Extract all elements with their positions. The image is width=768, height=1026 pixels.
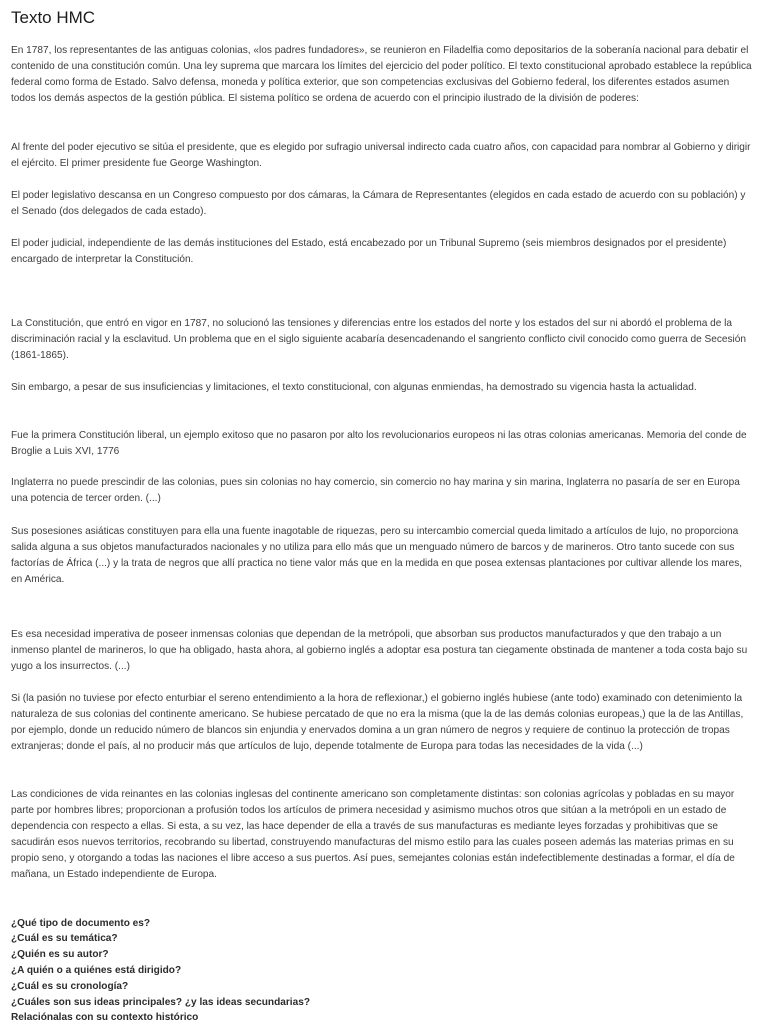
question-5: ¿Cuál es su cronología? xyxy=(11,981,129,992)
question-4: ¿A quién o a quiénes está dirigido? xyxy=(11,965,182,976)
question-3: ¿Quién es su autor? xyxy=(11,949,109,960)
question-1: ¿Qué tipo de documento es? xyxy=(11,918,151,929)
paragraph-1: En 1787, los representantes de las antiguas colonias, «los padres fundadores», se reunieron en Filadelfia como depositarios de la soberanía nacional para debatir el contenido de una constitución común. Una ley suprema que marcara los límites del ejercicio del poder político. El texto constitucional aprobado establece la república federal como forma de Estado. Salvo defensa, moneda y política exterior, que son competencias exclusivas del Gobierno federal, los diferentes estados asumen todos los demás aspectos de la gestión pública. El sistema político se ordena de acuerdo con el principio ilustrado de la división de poderes: xyxy=(11,45,752,104)
paragraph-10: Es esa necesidad imperativa de poseer inmensas colonias que dependan de la metrópoli, que absorban sus productos manufacturados y que den trabajo a un inmenso plantel de marineros, lo que ha obligado, hasta ahora, al gobierno inglés a adoptar esa postura tan ciegamente obstinada de mantener a toda costa bajo su yugo a los insurrectos. (...) xyxy=(11,629,748,672)
question-6: ¿Cuáles son sus ideas principales? ¿y las ideas secundarias? xyxy=(11,997,311,1008)
paragraph-7: Fue la primera Constitución liberal, un ejemplo exitoso que no pasaron por alto los revolucionarios europeos ni las otras colonias americanas. Memoria del conde de Broglie a Luis XVI, 1776 xyxy=(11,430,747,457)
paragraph-11: Si (la pasión no tuviese por efecto enturbiar el sereno entendimiento a la hora de reflexionar,) el gobierno inglés hubiese (ante todo) examinado con detenimiento la naturaleza de sus colonias del continente americano. Se hubiese percatado de que no era la misma (que la de las demás colonias europeas,) que la de las Antillas, por ejemplo, donde un reducido número de blancos sin enjundia y enervados domina a un gran número de negros y requiere de continuo la protección de tropas extranjeras; donde el país, al no producir más que artículos de lujo, depende totalmente de Europa para todas las necesidades de la vida (...) xyxy=(11,693,744,752)
paragraph-5: La Constitución, que entró en vigor en 1787, no solucionó las tensiones y diferencias entre los estados del norte y los estados del sur ni abordó el problema de la discriminación racial y la esclavitud. Un problema que en el siglo siguiente acabaría desencadenando el sangriento conflicto civil conocido como guerra de Secesión (1861-1865). xyxy=(11,318,747,361)
question-2: ¿Cuál es su temática? xyxy=(11,933,118,944)
paragraph-3: El poder legislativo descansa en un Congreso compuesto por dos cámaras, la Cámara de Representantes (elegidos en cada estado de acuerdo con su población) y el Senado (dos delegados de cada estado). xyxy=(11,190,746,217)
question-7: Relaciónalas con su contexto histórico xyxy=(11,1012,199,1023)
paragraph-2: Al frente del poder ejecutivo se sitúa el presidente, que es elegido por sufragio universal indirecto cada cuatro años, con capacidad para nombrar al Gobierno y dirigir el ejército. El primer presidente fue George Washington. xyxy=(11,142,751,169)
paragraph-12: Las condiciones de vida reinantes en las colonias inglesas del continente americano son completamente distintas: son colonias agrícolas y pobladas en su mayor parte por hombres libres; proporcionan a profusión todos los artículos de primera necesidad y asimismo muchos otros que sitúan a la metrópoli en un estado de dependencia con respecto a ellas. Si esta, a su vez, las hace depender de ella a través de sus manufacturas es mediante leyes forzadas y prohibitivas que se sacudirán esos nuevos territorios, recobrando su libertad, construyendo manufacturas del mismo estilo para las cuales poseen además las materias primas en su propio seno, y otorgando a todas las naciones el libre acceso a sus puertos. Así pues, semejantes colonias están indefectiblemente destinadas a formar, el día de mañana, un Estado independiente de Europa. xyxy=(11,789,735,880)
paragraph-6: Sin embargo, a pesar de sus insuficiencias y limitaciones, el texto constitucional, con algunas enmiendas, ha demostrado su vigencia hasta la actualidad. xyxy=(11,382,697,393)
paragraph-8: Inglaterra no puede prescindir de las colonias, pues sin colonias no hay comercio, sin comercio no hay marina y sin marina, Inglaterra no pasaría de ser en Europa una potencia de tercer orden. (...) xyxy=(11,477,740,504)
paragraph-4: El poder judicial, independiente de las demás instituciones del Estado, está encabezado por un Tribunal Supremo (seis miembros designados por el presidente) encargado de interpretar la Constitución. xyxy=(11,238,727,265)
paragraph-9: Sus posesiones asiáticas constituyen para ella una fuente inagotable de riquezas, pero su intercambio comercial queda limitado a artículos de lujo, no proporciona salida alguna a sus objetos manufacturados nacionales y no utiliza para ello más que un menguado número de barcos y de marineros. Otro tanto sucede con sus factorías de África (...) y la trata de negros que allí practica no tiene valor más que en la medida en que posea extensas plantaciones por cultivar allende los mares, en América. xyxy=(11,526,743,585)
document-title: Texto HMC xyxy=(11,8,96,27)
